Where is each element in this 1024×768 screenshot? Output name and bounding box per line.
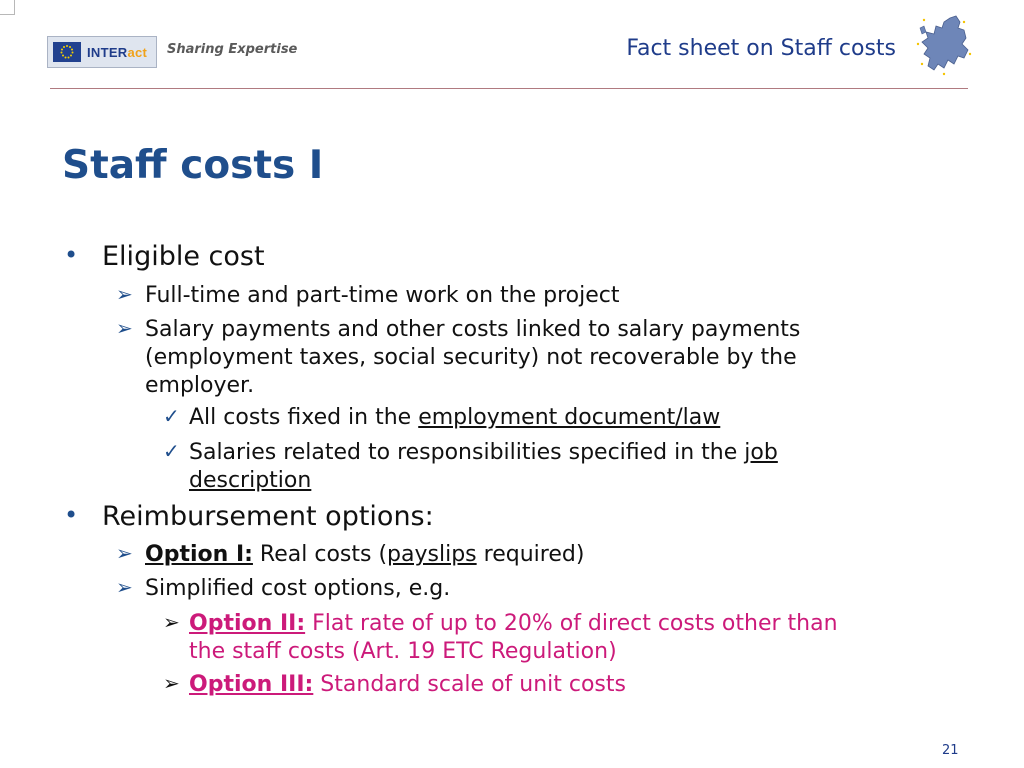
check-item-employment-document: [163, 404, 720, 432]
arrow-icon: ➢: [163, 610, 180, 634]
job-description-link: job: [744, 440, 778, 465]
option-three-item: [163, 671, 626, 699]
sub-item-salary-payments: [116, 316, 800, 400]
sub-item-full-time: [116, 282, 619, 310]
option-two-item: [163, 610, 838, 666]
sub-item-line: employer.: [145, 373, 255, 398]
option-three-label: Option III:: [189, 672, 314, 697]
arrow-icon: ➢: [116, 316, 133, 340]
check-item-text: All costs fixed in the employment document/law: [189, 405, 721, 430]
sub-item-text: Full-time and part-time work on the project: [145, 283, 620, 308]
sub-item-text: [145, 316, 800, 400]
option-three-text: Option III: Standard scale of unit costs: [189, 672, 626, 697]
check-icon: ✓: [163, 404, 180, 428]
option-one-label: Option I:: [145, 542, 253, 567]
bullet-eligible-cost: [64, 241, 265, 272]
check-icon: ✓: [163, 439, 180, 463]
employment-document-link: employment document/law: [418, 405, 721, 430]
sub-item-line: (employment taxes, social security) not recoverable by the: [145, 345, 797, 370]
bullet-icon: •: [64, 501, 79, 529]
sub-item-simplified-cost: [116, 575, 450, 603]
bullet-icon: •: [64, 241, 79, 269]
check-item-text: Salaries related to responsibilities specified in the job description: [189, 440, 778, 493]
payslips-link: payslips: [387, 542, 477, 567]
option-two-text: Option II: Flat rate of up to 20% of direct costs other than the staff costs (Art. 19 ETC Regulation): [189, 611, 838, 664]
bullet-reimbursement-options: [64, 501, 434, 532]
sub-item-line: Salary payments and other costs linked to salary payments: [145, 317, 801, 342]
slide-title: Staff costs I: [62, 143, 324, 188]
sub-item-text: Simplified cost options, e.g.: [145, 576, 451, 601]
arrow-icon: ➢: [163, 671, 180, 695]
arrow-icon: ➢: [116, 575, 133, 599]
check-item-job-description: [163, 439, 778, 495]
sub-item-text: Option I: Real costs (payslips required): [145, 542, 585, 567]
option-two-label: Option II:: [189, 611, 306, 636]
logo-wordmark: INTERact: [87, 44, 148, 60]
page-number: 21: [942, 743, 959, 758]
arrow-icon: ➢: [116, 541, 133, 565]
arrow-icon: ➢: [116, 282, 133, 306]
bullet-text: Eligible cost: [102, 241, 265, 272]
tagline: Sharing Expertise: [167, 42, 298, 57]
header-title: Fact sheet on Staff costs: [626, 36, 896, 61]
bullet-text: Reimbursement options:: [102, 501, 434, 532]
sub-item-option-one: [116, 541, 584, 569]
job-description-link-cont: description: [189, 468, 312, 493]
